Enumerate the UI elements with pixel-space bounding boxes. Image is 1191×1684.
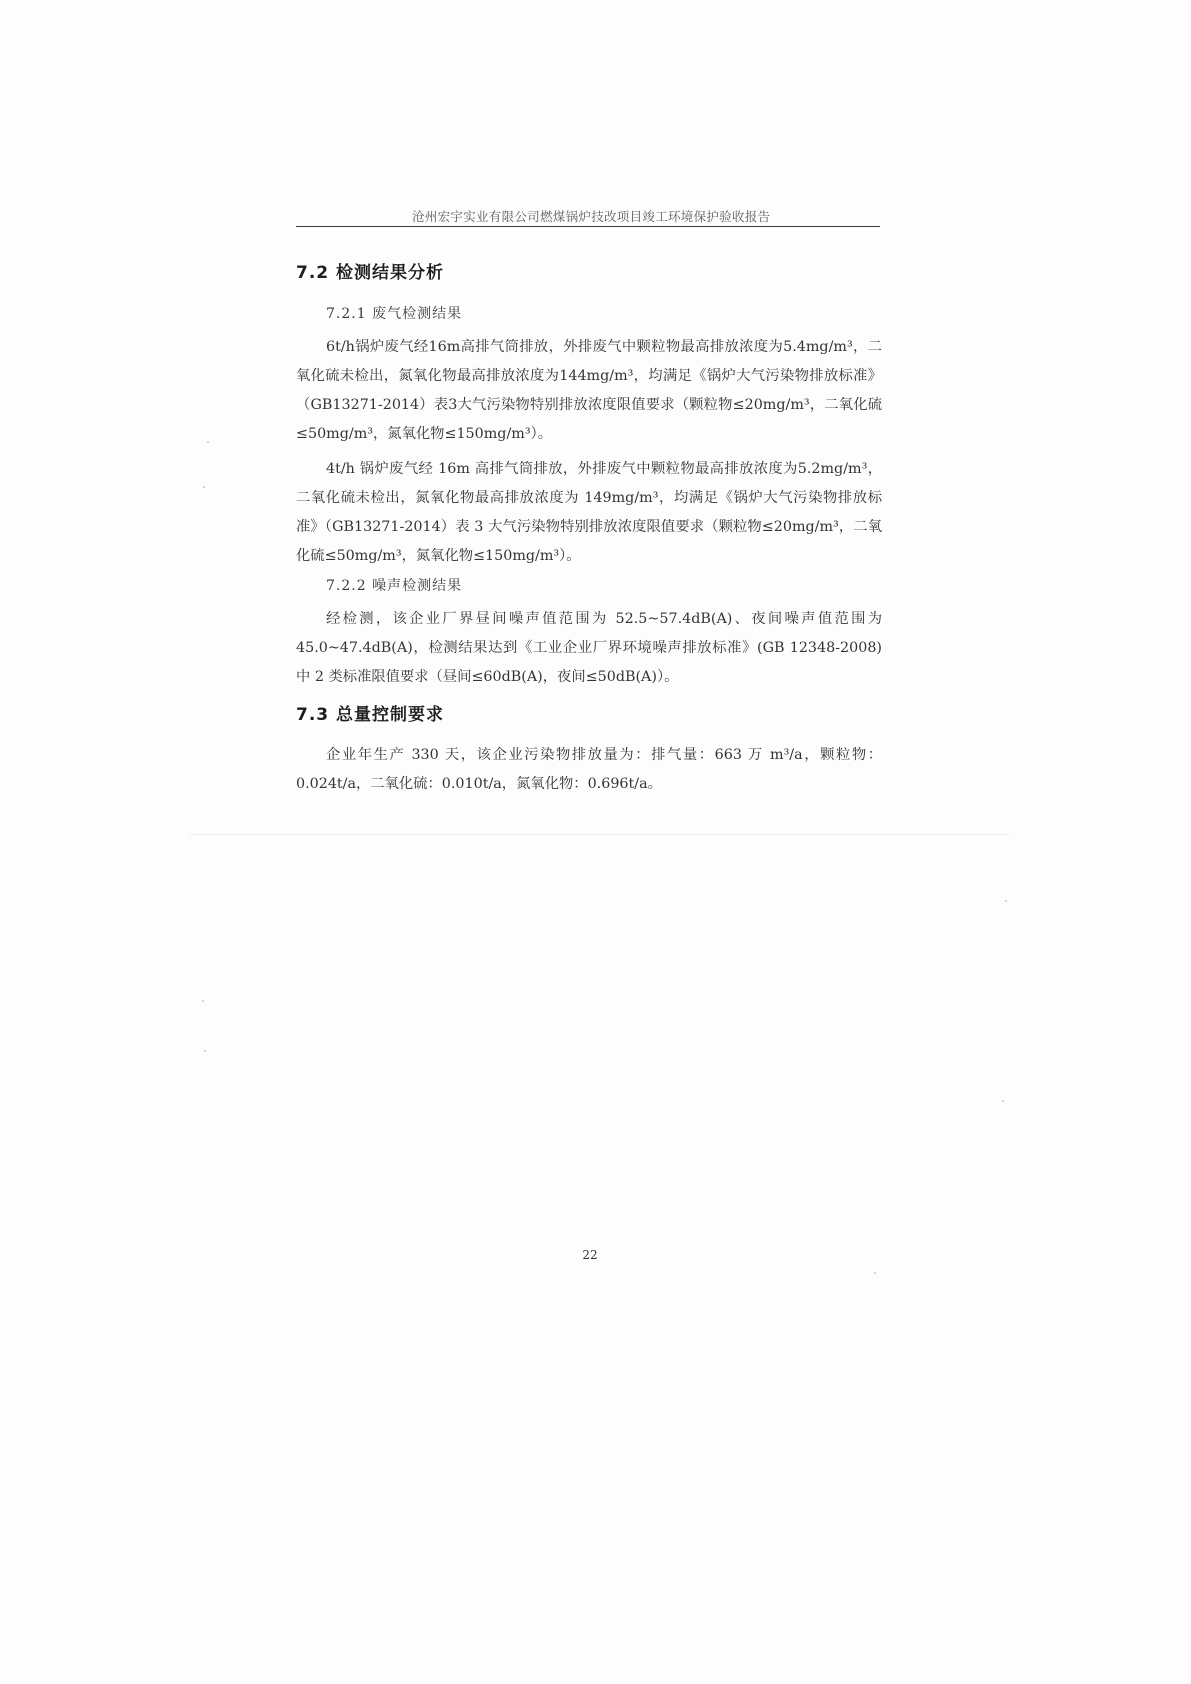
page-content xyxy=(296,258,882,805)
scan-speck xyxy=(203,486,205,488)
exhaust-6t-paragraph: 6t/h锅炉废气经16m高排气筒排放，外排废气中颗粒物最高排放浓度为5.4mg/m³，二氧化硫未检出，氮氧化物最高排放浓度为144mg/m³，均满足《锅炉大气污染物排放标准》（GB13271-2014）表3大气污染物特别排放浓度限值要求（颗粒物≤20mg/m³，二氧化硫≤50mg/m³，氮氧化物≤150mg/m³）。 xyxy=(296,339,882,442)
section-7-2-1-heading: 7.2.1 废气检测结果 xyxy=(326,306,463,322)
scan-speck xyxy=(202,1000,204,1002)
scan-fold-line xyxy=(190,834,1010,835)
scan-speck xyxy=(207,441,209,443)
scan-speck xyxy=(874,1272,876,1274)
scan-speck xyxy=(1002,1100,1004,1102)
section-7-2-heading: 7.2 检测结果分析 xyxy=(296,263,445,283)
section-7-3-heading: 7.3 总量控制要求 xyxy=(296,705,445,725)
header-rule xyxy=(296,226,880,227)
scan-speck xyxy=(1005,900,1007,902)
page-number: 22 xyxy=(582,1248,598,1262)
section-7-2-2-heading: 7.2.2 噪声检测结果 xyxy=(326,578,463,594)
noise-paragraph: 经检测，该企业厂界昼间噪声值范围为 52.5~57.4dB(A)、夜间噪声值范围为 45.0~47.4dB(A)，检测结果达到《工业企业厂界环境噪声排放标准》(GB 12348-2008) 中 2 类标准限值要求（昼间≤60dB(A)，夜间≤50dB(A)）。 xyxy=(296,611,882,685)
exhaust-4t-paragraph: 4t/h 锅炉废气经 16m 高排气筒排放，外排废气中颗粒物最高排放浓度为5.2mg/m³，二氧化硫未检出，氮氧化物最高排放浓度为 149mg/m³，均满足《锅炉大气污染物排放标准》（GB13271-2014）表 3 大气污染物特别排放浓度限值要求（颗粒物≤20mg/m³，二氧化硫≤50mg/m³，氮氧化物≤150mg/m³）。 xyxy=(296,461,882,564)
total-control-paragraph: 企业年生产 330 天，该企业污染物排放量为：排气量：663 万 m³/a，颗粒物：0.024t/a，二氧化硫：0.010t/a，氮氧化物：0.696t/a。 xyxy=(296,747,882,792)
scan-speck xyxy=(204,1050,206,1052)
running-header: 沧州宏宇实业有限公司燃煤锅炉技改项目竣工环境保护验收报告 xyxy=(412,209,771,224)
